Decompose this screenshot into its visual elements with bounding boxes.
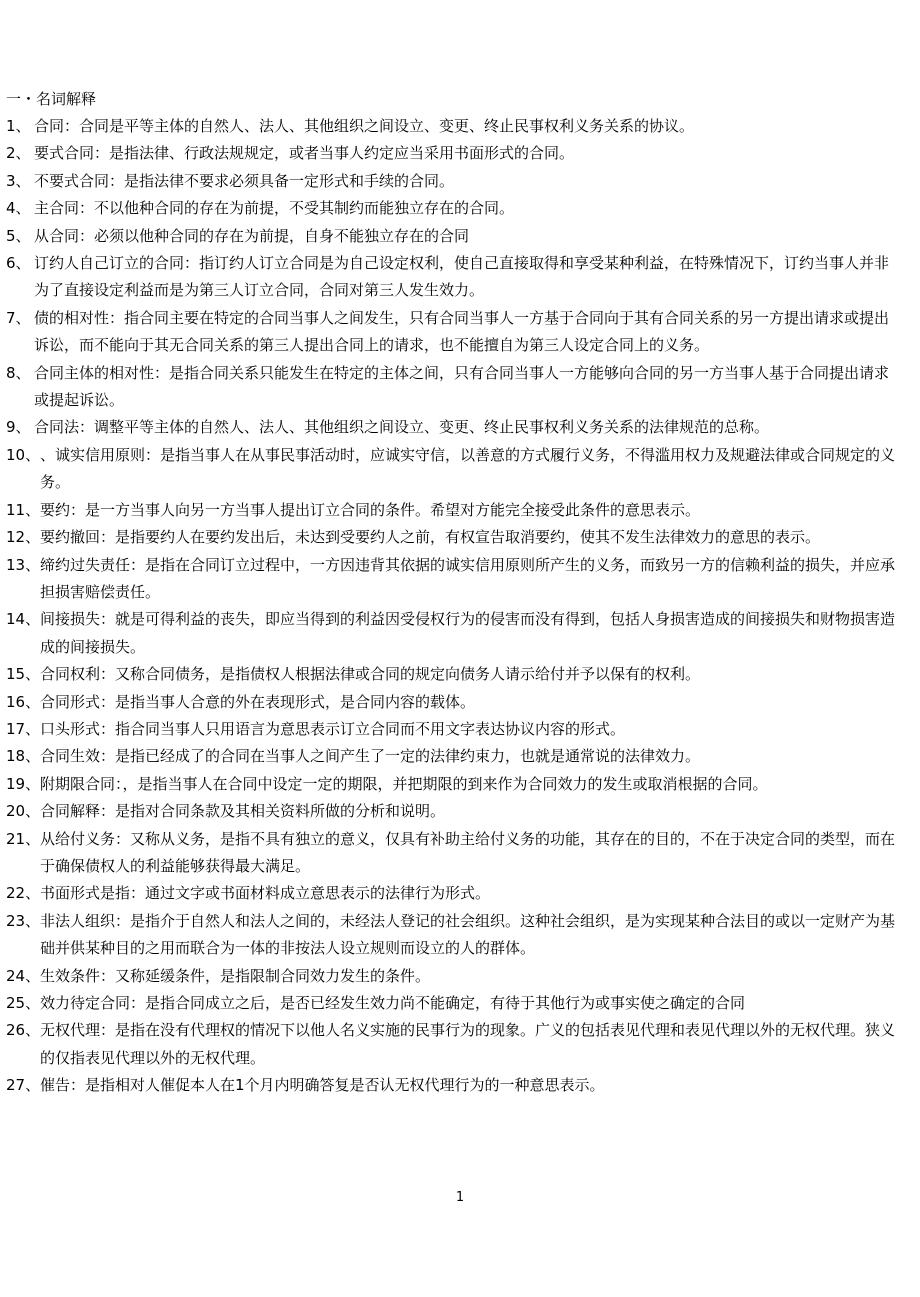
item-text: 缔约过失责任：是指在合同订立过程中，一方因违背其依据的诚实信用原则所产生的义务，而致另一方的信赖利益的损失，并应承担损害赔偿责任。 (40, 555, 896, 601)
definition-item (6, 661, 902, 688)
item-number: 19、 (6, 774, 41, 793)
item-number: 23、 (6, 911, 41, 930)
definition-item (6, 442, 902, 497)
item-number: 21、 (6, 829, 41, 848)
definition-item (6, 826, 902, 881)
definition-item (6, 963, 902, 990)
item-number: 10、 (6, 445, 41, 464)
definition-list (6, 113, 902, 1100)
item-text: 效力待定合同：是指合同成立之后，是否已经发生效力尚不能确定，有待于其他行为或事实使之确定的合同 (40, 994, 746, 1012)
item-number: 22、 (6, 884, 41, 903)
item-number: 11、 (6, 500, 41, 519)
item-text: 要约：是一方当事人向另一方当事人提出订立合同的条件。希望对方能完全接受此条件的意思表示。 (40, 500, 701, 519)
item-text: 要式合同：是指法律、行政法规规定，或者当事人约定应当采用书面形式的合同。 (34, 144, 575, 163)
item-number: 3、 (6, 171, 31, 190)
item-text: 附期限合同：，是指当事人在合同中设定一定的期限，并把期限的到来作为合同效力的发生或取消根据的合同。 (40, 774, 768, 793)
definition-item (6, 552, 902, 607)
item-text: 订约人自己订立的合同：指订约人订立合同是为自己设定权利，使自己直接取得和享受某种利益，在特殊情况下，订约当事人并非为了直接设定利益而是为第三人订立合同，合同对第三人发生效力。 (34, 254, 890, 300)
page-number: 1 (455, 1190, 465, 1205)
definition-item (6, 743, 902, 770)
section-heading: 一・名词解释 (6, 90, 97, 108)
item-text: 书面形式是指：通过文字或书面材料成立意思表示的法律行为形式。 (40, 884, 491, 903)
item-text: 合同：合同是平等主体的自然人、法人、其他组织之间设立、变更、终止民事权利义务关系的协议。 (34, 117, 695, 135)
item-text: 主合同：不以他种合同的存在为前提，不受其制约而能独立存在的合同。 (34, 199, 515, 218)
definition-item (6, 880, 902, 907)
definition-item (6, 414, 902, 441)
item-text: 合同权利：又称合同债务，是指债权人根据法律或合同的规定向债务人请示给付并予以保有的权利。 (40, 665, 701, 684)
item-number: 7、 (6, 308, 31, 327)
definition-item (6, 689, 902, 716)
definition-item (6, 1017, 902, 1072)
item-text: 合同形式：是指当事人合意的外在表现形式，是合同内容的载体。 (40, 692, 476, 711)
item-text: 合同生效：是指已经成了的合同在当事人之间产生了一定的法律约束力，也就是通常说的法律效力。 (40, 747, 701, 766)
item-text: 非法人组织：是指介于自然人和法人之间的，未经法人登记的社会组织。这种社会组织，是为实现某种合法目的或以一定财产为基础并供某种目的之用而联合为一体的非按法人设立规则而设立的人的群体。 (40, 911, 896, 958)
item-number: 20、 (6, 802, 41, 821)
definition-item (6, 1072, 902, 1099)
item-number: 18、 (6, 747, 41, 766)
item-number: 25、 (6, 994, 41, 1012)
definition-item (6, 716, 902, 743)
definition-item (6, 908, 902, 963)
definition-item (6, 524, 902, 551)
item-text: 债的相对性：指合同主要在特定的合同当事人之间发生，只有合同当事人一方基于合同向于其有合同关系的另一方提出请求或提出诉讼，而不能向于其无合同关系的第三人提出合同上的请求，也不能擅自为第三人设定合同上的义务。 (34, 308, 890, 355)
item-number: 14、 (6, 610, 41, 629)
item-text: 要约撤回：是指要约人在要约发出后，未达到受要约人之前，有权宣告取消要约，使其不发生法律效力的意思的表示。 (40, 528, 821, 547)
item-text: 口头形式：指合同当事人只用语言为意思表示订立合同而不用文字表达协议内容的形式。 (40, 719, 626, 738)
item-text: 合同主体的相对性：是指合同关系只能发生在特定的主体之间，只有合同当事人一方能够向合同的另一方当事人基于合同提出请求或提起诉讼。 (34, 363, 890, 410)
item-number: 24、 (6, 966, 41, 985)
definition-item (6, 168, 902, 195)
item-number: 4、 (6, 199, 31, 218)
item-text: 从给付义务：又称从义务，是指不具有独立的意义，仅具有补助主给付义务的功能，其存在的目的，不在于决定合同的类型，而在于确保债权人的利益能够获得最大满足。 (40, 829, 896, 875)
item-number: 13、 (6, 555, 41, 574)
item-number: 6、 (6, 254, 31, 273)
definition-item (6, 113, 902, 140)
item-number: 15、 (6, 665, 41, 684)
item-number: 27、 (6, 1076, 41, 1095)
definition-item (6, 305, 902, 360)
item-number: 16、 (6, 692, 41, 711)
item-text: 生效条件：又称延缓条件，是指限制合同效力发生的条件。 (40, 966, 431, 985)
item-number: 2、 (6, 144, 31, 163)
definition-item (6, 771, 902, 798)
definition-item (6, 606, 902, 661)
definition-item (6, 223, 902, 250)
definition-item (6, 250, 902, 305)
item-number: 5、 (6, 226, 31, 245)
definition-item (6, 360, 902, 415)
item-number: 1、 (6, 117, 31, 135)
item-text: 合同解释：是指对合同条款及其相关资料所做的分析和说明。 (40, 802, 446, 821)
item-number: 17、 (6, 719, 41, 738)
item-text: 合同法：调整平等主体的自然人、法人、其他组织之间设立、变更、终止民事权利义务关系的法律规范的总称。 (34, 418, 770, 437)
item-text: 、诚实信用原则：是指当事人在从事民事活动时，应诚实守信，以善意的方式履行义务，不得滥用权力及规避法律或合同规定的义务。 (40, 445, 896, 492)
definition-item (6, 140, 902, 167)
item-text: 从合同：必须以他种合同的存在为前提，自身不能独立存在的合同 (34, 226, 470, 245)
item-number: 12、 (6, 528, 41, 547)
item-number: 9、 (6, 418, 31, 437)
definition-item (6, 798, 902, 825)
definition-item (6, 990, 902, 1017)
item-text: 无权代理：是指在没有代理权的情况下以他人名义实施的民事行为的现象。广义的包括表见代理和表见代理以外的无权代理。狭义的仅指表见代理以外的无权代理。 (40, 1021, 896, 1067)
definition-item (6, 195, 902, 222)
item-text: 间接损失：就是可得利益的丧失，即应当得到的利益因受侵权行为的侵害而没有得到，包括人身损害造成的间接损失和财物损害造成的间接损失。 (40, 610, 896, 656)
definition-item (6, 497, 902, 524)
item-number: 26、 (6, 1021, 41, 1040)
item-text: 催告：是指相对人催促本人在1个月内明确答复是否认无权代理行为的一种意思表示。 (40, 1076, 605, 1095)
item-text: 不要式合同：是指法律不要求必须具备一定形式和手续的合同。 (34, 171, 455, 190)
item-number: 8、 (6, 363, 31, 382)
